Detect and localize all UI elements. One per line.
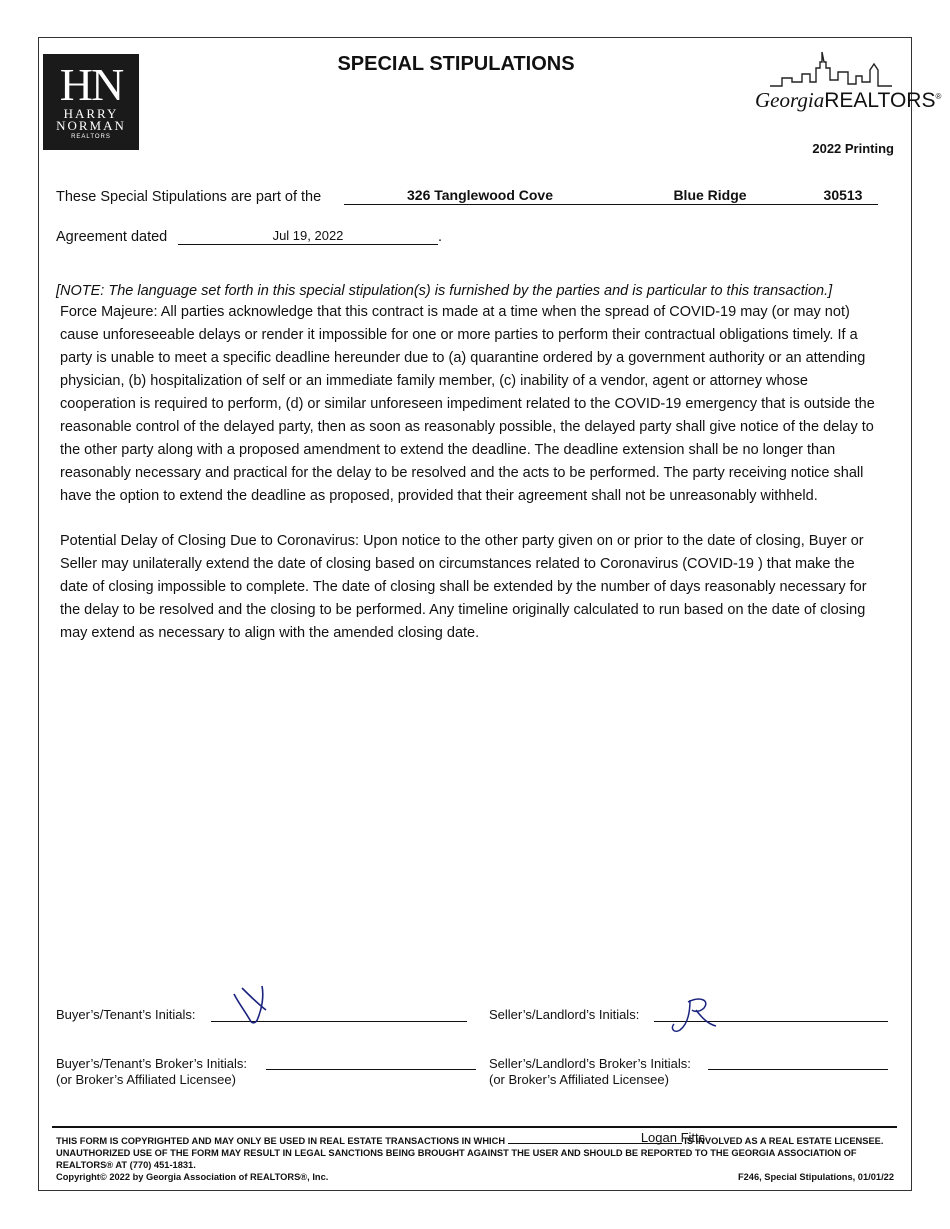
buyer-broker-sub: (or Broker’s Affiliated Licensee) — [56, 1072, 236, 1087]
buyer-broker-label: Buyer’s/Tenant’s Broker’s Initials: — [56, 1056, 248, 1071]
part-of-label: These Special Stipulations are part of the — [56, 189, 322, 205]
logo-name-line2: NORMAN — [56, 118, 126, 133]
seller-initials-signature-icon — [666, 994, 722, 1036]
address-underline — [344, 204, 878, 205]
licensee-name-field[interactable]: Logan Fitts — [640, 1130, 706, 1145]
buyer-initials-label: Buyer’s/Tenant’s Initials: — [56, 1007, 196, 1022]
stipulation-force-majeure: Force Majeure: All parties acknowledge that this contract is made at a time when the spread of COVID-19 may (or may not) cause unforeseeable delays or render it impossible for one or more parties to perform their contractual obligations timely. If a party is unable to meet a specific deadline hereunder due to (a) quarantine ordered by a government authority or an attending physician, (b) hospitalization of self or an immediate family member, (c) inability of a vendor, agent or attorney whose cooperation is required to perform, (d) or similar unforeseen impediment related to the COVID-19 emergency that is outside the reasonable control of the delayed party, then as soon as reasonably possible, the delayed party shall give notice of the delay to the other party along with a proposed amendment to extend the deadline. The deadline extension shall be no longer than reasonably necessary and practical for the delay to be resolved and the acts to be performed. The party receiving notice shall have the option to extend the deadline as proposed, provided that their agreement shall not be unreasonably withheld. — [60, 304, 875, 504]
logo-tagline: REALTORS — [71, 134, 111, 140]
printing-year: 2022 Printing — [812, 141, 894, 156]
zip-field[interactable]: 30513 — [823, 187, 863, 203]
logo-mark: ® — [935, 92, 942, 101]
georgia-realtors-logo — [755, 88, 941, 113]
logo-letters: HN — [59, 59, 123, 110]
seller-initials-label: Seller’s/Landlord’s Initials: — [489, 1007, 640, 1022]
footer-divider — [52, 1126, 897, 1128]
seller-broker-sub: (or Broker’s Affiliated Licensee) — [489, 1072, 669, 1087]
agreement-date-field[interactable]: Jul 19, 2022 — [272, 228, 344, 243]
footer-notice — [56, 1134, 896, 1171]
footer-copyright: Copyright© 2022 by Georgia Association of REALTORS®, Inc. — [56, 1172, 329, 1182]
note-text: [NOTE: The language set forth in this special stipulation(s) is furnished by the parties and is particular to this transaction.] — [56, 283, 833, 299]
logo-script: Georgia — [755, 88, 825, 112]
agreement-label: Agreement dated — [56, 229, 168, 245]
date-underline — [178, 244, 438, 245]
footer-form-id: F246, Special Stipulations, 01/01/22 — [737, 1172, 894, 1182]
footer-notice-end: IS INVOLVED AS A REAL ESTATE LICENSEE. UNAUTHORIZED USE OF THE FORM MAY RESULT IN LEGAL SANCTIONS BEING BROUGHT AGAINST THE USER AND SHOULD BE REPORTED TO THE GEORGIA ASSOCIATION OF REALTORS® AT (770) 451-1831. — [56, 1136, 884, 1170]
stipulations-body[interactable] — [60, 301, 880, 667]
stipulation-closing-delay: Potential Delay of Closing Due to Coronavirus: Upon notice to the other party given on or prior to the date of closing, Buyer or Seller may unilaterally extend the date of closing based on circumstances related to Coronavirus (COVID-19 ) that make the date of closing impossible to complete. The date of closing shall be extended by the number of days reasonably necessary for the delay to be resolved and the closing to be performed. Any timeline originally calculated to run based on the date of closing may extend as necessary to align with the amended closing date. — [60, 533, 867, 641]
logo-name-line1: HARRY — [63, 106, 119, 121]
buyer-initials-signature-icon — [228, 980, 276, 1028]
footer-notice-start: THIS FORM IS COPYRIGHTED AND MAY ONLY BE USED IN REAL ESTATE TRANSACTIONS IN WHICH — [56, 1136, 506, 1146]
logo-word: REALTORS — [824, 89, 936, 112]
page-title: SPECIAL STIPULATIONS — [337, 53, 575, 75]
city-field[interactable]: Blue Ridge — [673, 187, 747, 203]
seller-broker-line[interactable] — [708, 1069, 888, 1070]
agreement-period: . — [438, 229, 443, 245]
buyer-broker-line[interactable] — [266, 1069, 476, 1070]
address-field[interactable]: 326 Tanglewood Cove — [407, 187, 553, 203]
seller-broker-label: Seller’s/Landlord’s Broker’s Initials: — [489, 1056, 691, 1071]
